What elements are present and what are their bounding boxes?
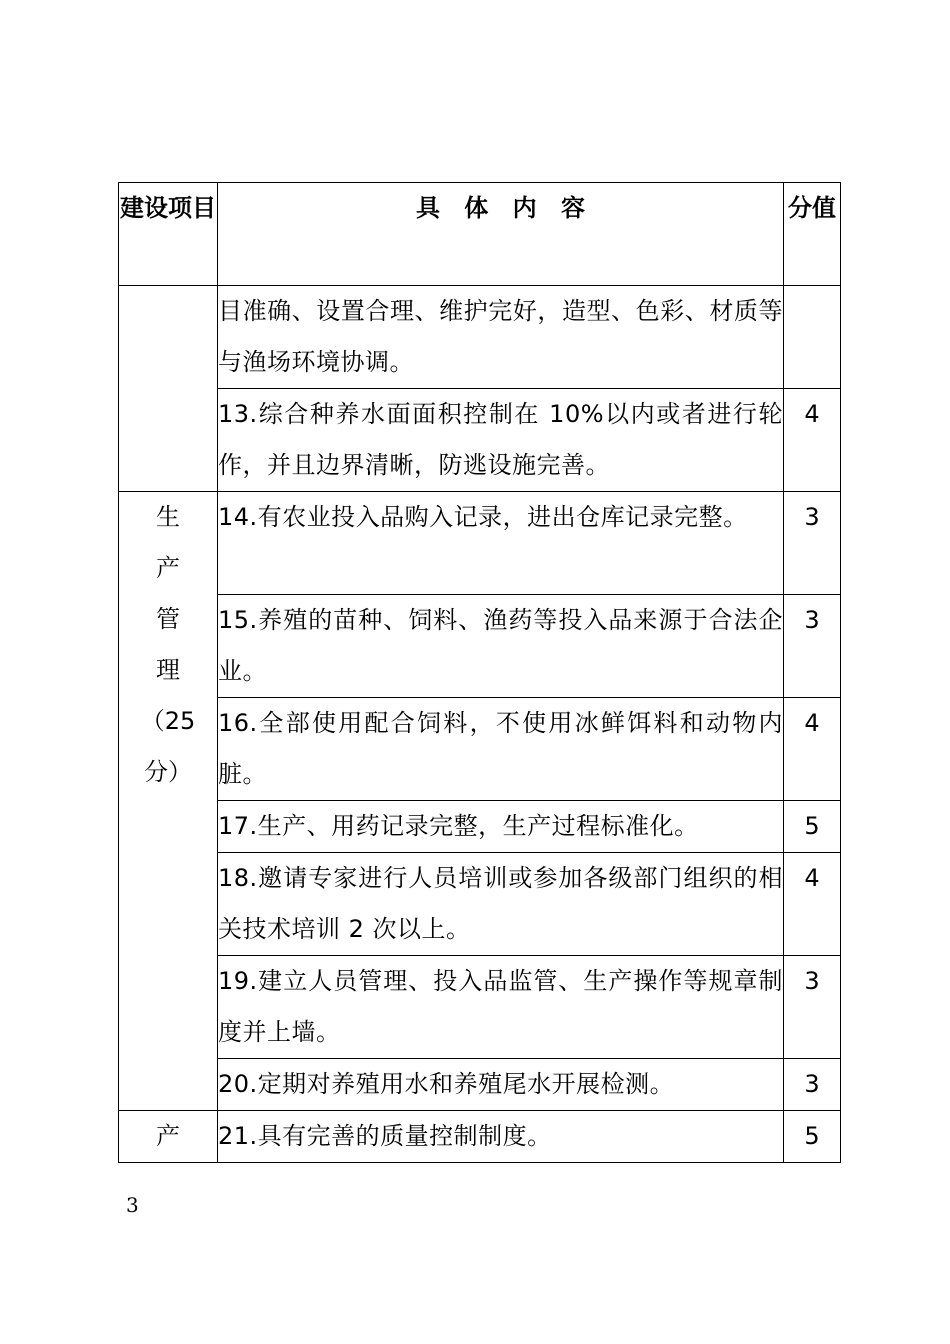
scoring-table	[118, 182, 841, 1163]
row-content: 16.全部使用配合饲料，不使用冰鲜饵料和动物内脏。	[218, 698, 784, 801]
row-content: 14.有农业投入品购入记录，进出仓库记录完整。	[218, 492, 784, 595]
row-score: 4	[784, 389, 841, 492]
row-content: 13.综合种养水面面积控制在 10%以内或者进行轮作，并且边界清晰，防逃设施完善。	[218, 389, 784, 492]
category-label-line: 生	[156, 503, 180, 531]
row-content: 18.邀请专家进行人员培训或参加各级部门组织的相关技术培训 2 次以上。	[218, 853, 784, 956]
category-cell-production	[119, 492, 218, 1111]
row-score: 4	[784, 698, 841, 801]
table-row	[119, 698, 841, 801]
header-score: 分值	[784, 183, 841, 286]
table-row	[119, 1111, 841, 1163]
row-score	[784, 286, 841, 389]
row-content: 17.生产、用药记录完整，生产过程标准化。	[218, 801, 784, 853]
row-score: 3	[784, 595, 841, 698]
row-score: 3	[784, 1059, 841, 1111]
table-row	[119, 492, 841, 595]
category-label-line: 管	[156, 605, 180, 633]
row-content: 15.养殖的苗种、饲料、渔药等投入品来源于合法企业。	[218, 595, 784, 698]
row-content: 19.建立人员管理、投入品监管、生产操作等规章制度并上墙。	[218, 956, 784, 1059]
category-cell-next: 产	[119, 1111, 218, 1163]
page-number: 3	[126, 1193, 139, 1217]
row-content: 20.定期对养殖用水和养殖尾水开展检测。	[218, 1059, 784, 1111]
header-project: 建设项目	[119, 183, 218, 286]
table-header-row	[119, 183, 841, 286]
table-row	[119, 595, 841, 698]
category-label-line: （25	[140, 707, 196, 735]
row-content: 21.具有完善的质量控制制度。	[218, 1111, 784, 1163]
table-row	[119, 389, 841, 492]
table-row	[119, 853, 841, 956]
row-content: 目准确、设置合理、维护完好，造型、色彩、材质等与渔场环境协调。	[218, 286, 784, 389]
table-row	[119, 286, 841, 389]
table-row	[119, 956, 841, 1059]
table-row	[119, 801, 841, 853]
category-label-line: 分）	[144, 758, 192, 786]
category-label-line: 产	[156, 554, 180, 582]
category-label-line: 理	[156, 656, 180, 684]
table-row	[119, 1059, 841, 1111]
row-score: 5	[784, 1111, 841, 1163]
row-score: 3	[784, 492, 841, 595]
row-score: 3	[784, 956, 841, 1059]
category-cell-previous	[119, 286, 218, 492]
row-score: 4	[784, 853, 841, 956]
header-content: 具 体 内 容	[218, 183, 784, 286]
row-score: 5	[784, 801, 841, 853]
